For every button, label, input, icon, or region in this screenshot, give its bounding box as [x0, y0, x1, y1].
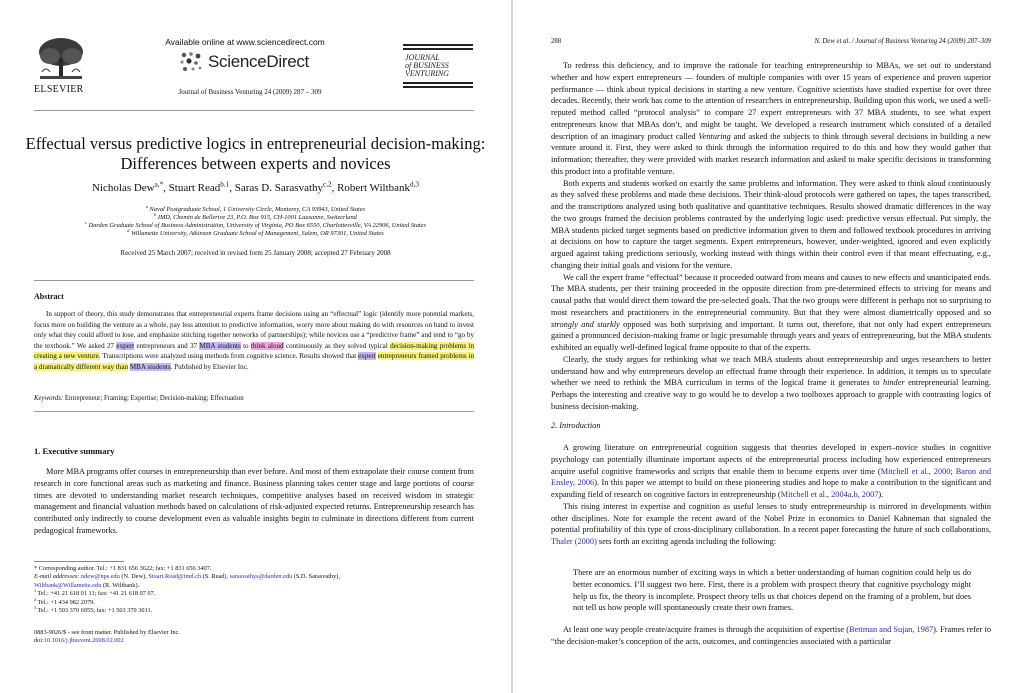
citation-link[interactable]: Bettman and Sujan, 1987: [849, 625, 934, 634]
running-head: N. Dew et al. / Journal of Business Venturing 24 (2009) 287–309: [814, 38, 991, 45]
doi-link[interactable]: 10.1016/j.jbusvent.2008.02.002: [43, 637, 124, 645]
footnotes: [34, 565, 474, 615]
highlight-think-aloud[interactable]: think aloud: [250, 341, 284, 350]
citation-link[interactable]: Mitchell et al., 2004a,b, 2007: [780, 490, 879, 499]
highlight-mba-students[interactable]: MBA students: [199, 341, 241, 350]
citation-link[interactable]: Mitchell et al., 2000: [880, 466, 951, 476]
affiliation: $^d$ Willamette University, Atkinson Graduate School of Management, Salem, OR 97301, United States: [127, 227, 384, 237]
author-mark: b,1: [220, 180, 230, 189]
sciencedirect-wordmark: ScienceDirect: [208, 52, 309, 71]
email-link[interactable]: Stuart.Read@imd.ch: [148, 573, 202, 581]
keywords: Keywords: Entrepreneur; Framing; Expertise; Decision-making; Effectuation: [34, 395, 244, 402]
footnote-emails: Wiltbank@Willamette.edu (R. Wiltbank).: [34, 581, 140, 589]
author-name: Saras D. Sarasvathy: [234, 182, 324, 194]
author-list: Nicholas Dew$^{a,*}$, Stuart Read$^{b,1}$, Saras D. Sarasvathy$^{c,2}$, Robert Wiltbank$^{d,3}$: [92, 180, 419, 194]
author-name: Stuart Read: [168, 182, 221, 194]
abstract-bottom-rule: [34, 411, 474, 412]
paragraph: Both experts and students worked on exactly the same problems and information. They were asked to think aloud continuously as they solved these problems and made these decisions. Their think-aloud protocols were gathered on tapes, the tapes transcribed, and the transcriptions analyzed using both qualitative and quantitative techniques. Results showed dramatic differences in the way the two groups framed the decision problems contrasted by the underlying logic used: predictive versus effectual. Put simply, the MBA students picked target segments based on predictive information given to them and followed textbook procedures in arriving at decisions on how to capture the target segments. Expert entrepreneurs, however, under-weighted, ignored and even explicitly argued against taking predictions seriously, working instead with things within their control even if that meant effectuating, e.g., changing their initial goals and visions for the venture.: [551, 178, 991, 270]
received-dates: Received 25 March 2007; received in revised form 25 January 2008; accepted 27 February 2008: [120, 249, 391, 257]
author-name: Robert Wiltbank: [337, 182, 411, 194]
footnote-emails: E-mail addresses: ndew@nps.edu (N. Dew), Stuart.Read@imd.ch (S. Read), sarasvathys@darden.edu (S.D. Sarasvathy),: [34, 573, 340, 581]
email-link[interactable]: sarasvathys@darden.edu: [229, 573, 293, 581]
affiliation: $^a$ Naval Postgraduate School, 1 University Circle, Monterey, CA 93943, United States: [145, 203, 366, 213]
citation-link[interactable]: Baron and Ensley, 2006: [551, 466, 991, 488]
author-name: Nicholas Dew: [92, 182, 155, 194]
section-heading: 1. Executive summary: [34, 446, 115, 456]
journal-logo-line: of BUSINESS: [405, 61, 449, 70]
affiliation-mark: a: [145, 203, 148, 209]
available-online-text: Available online at www.sciencedirect.com: [165, 37, 325, 47]
journal-logo: [403, 44, 473, 88]
article-title-line: Effectual versus predictive logics in entrepreneurial decision-making:: [25, 134, 486, 153]
footnote-rule: [34, 561, 124, 562]
front-matter: [34, 629, 474, 646]
highlight-decision-making[interactable]: decision-making problems in creating a new venture: [34, 341, 474, 360]
highlight-expert[interactable]: expert: [358, 352, 376, 360]
author-mark: a,*: [154, 180, 164, 189]
highlight-framed-problems[interactable]: entrepreneurs framed problems in a dramatically different way than: [34, 352, 474, 371]
doi-line: doi:10.1016/j.jbusvent.2008.02.002: [34, 637, 124, 645]
journal-citation: Journal of Business Venturing 24 (2009) 287 – 309: [178, 88, 322, 96]
section-heading: 2. Introduction: [551, 421, 601, 430]
section-body: More MBA programs offer courses in entrepreneurship than ever before. And most of them extrapolate their course content from research in core functional areas such as marketing and finance. Business planning takes center stage and large portions of course times are devoted to understanding market research techniques, competitive analyses based on received wisdom in strategic management and financial valuation methods based on calculations of risk-adjusted expected returns. Entrepreneurship research has contributed only indirectly to course development even as valuable insights begin to culminate in directions different from current pedagogical frameworks.: [34, 467, 474, 535]
body-text: [551, 60, 991, 413]
left-page: [0, 0, 511, 693]
page-number: 288: [551, 38, 562, 45]
email-link[interactable]: ndew@nps.edu: [81, 573, 120, 581]
highlight-expert[interactable]: expert: [116, 341, 135, 350]
affiliation-mark: d: [127, 227, 130, 233]
keywords-label: Keywords:: [34, 395, 64, 402]
footnote: $^2$ Tel.: +1 434 982 2079.: [34, 596, 95, 606]
affiliation-mark: b: [154, 211, 157, 217]
paragraph: Clearly, the study argues for rethinking what we teach MBA students about entrepreneurship and urges researchers to better understand how and why entrepreneurs develop an effectual frame through their experience. In addition, it tempts us to speculate whether we need to rethink the MBA curriculum in terms of the logical frame it generates to hinder entrepreneurial learning. Perhaps the interesting and creative way to go would be to develop a two toolboxes approach to grapple with contrasting logics of business decision-making.: [551, 354, 992, 411]
affiliation-mark: c: [84, 219, 87, 225]
sciencedirect-logo: [178, 50, 318, 74]
paragraph: This rising interest in expertise and cognition as useful lenses to study entrepreneurship is mirrored in developments within other disciplines. Note for example the recent award of the Nobel Prize in economics to Daniel Kahneman that signaled the potential profitability of this type of cross-disciplinary collaboration. In a recent paper forecasting the future of such collaborations, Thaler (2000) sets forth an exciting agenda including the following:: [551, 501, 991, 546]
affiliation: $^b$ IMD, Chemin de Bellerive 23, P.O. Box 915, CH-1001 Lausanne, Switzerland: [154, 211, 357, 221]
body-text: [551, 624, 991, 648]
publisher-name: ELSEVIER: [34, 84, 84, 95]
paragraph: A growing literature on entrepreneurial cognition suggests that theories developed in expert–novice studies in cognitive psychology can potentially illuminate important aspects of the entrepreneurial process including how experienced entrepreneurs acquire useful cognitive frameworks and scripts that enable them to become experts over time (Mitchell et al., 2000; Baron and Ensley, 2006). In this paper we attempt to build on these pioneering studies and hope to make a contribution to the significant and expanding field of research on cognitive factors in entrepreneurship (Mitchell et al., 2004a,b, 2007).: [551, 443, 991, 499]
article-title-line: Differences between experts and novices: [120, 154, 391, 173]
author-mark: c,2: [323, 180, 332, 189]
footnote: $^1$ Tel.: +41 21 618 01 11; fax: +41 21 618 07 07.: [34, 588, 156, 598]
block-quote: There are an enormous number of exciting ways in which a better understanding of human cognition could help us do better economics. I’ll suggest two here. First, there is a problem with prospect theory that cognitive psychology might help us fix, the theory is incomplete. Prospect theory tells us that choices depend on the framing of a problem, but does not tell us how people will spontaneously create their own frames.: [573, 568, 971, 613]
body-text: [551, 442, 991, 548]
sciencedirect-dots-icon: [178, 50, 204, 74]
paragraph: We call the expert frame “effectual” because it proceeded outward from means and causes to new effects and unanticipated ends. The MBA students, per their training proceeded in the opposite direction from pre-determined effects to striving for means and causal paths that would direct them toward the pre-selected goals. That the two groups were different is perhaps not so surprising to most researchers and practitioners in the entrepreneurial community. But that they were almost diametrically opposed and so strongly and starkly opposed was both surprising and important. It turns out, therefore, that not only had expert entrepreneurs gained a pronounced decision-making frame or logic presumable through years and years of entrepreneuring, but the MBA students exhibited an equally well-defined logical frame opposite to that of the experts.: [551, 272, 991, 352]
abstract-top-rule: [34, 280, 474, 281]
footnote: $^3$ Tel.: +1 503 370 6955; fax: +1 503 370 3011.: [34, 604, 153, 615]
citation-link[interactable]: Thaler (2000): [551, 537, 597, 546]
email-link[interactable]: Wiltbank@Willamette.edu: [34, 581, 102, 589]
article-title: [20, 134, 491, 174]
paragraph: To redress this deficiency, and to improve the rationale for teaching entrepreneurship to MBAs, we set out to understand whether and how expert entrepreneurs — founders of multiple companies with over 15 years of experience and proven superior performance — think about typical decisions in starting a new venture. Cognitive scientists have studied expertise for over three decades. Recently, their work has come to the attention of researchers in entrepreneurship. Building upon this work, we used a well-reputed method called “protocol analysis” to compare 27 expert entrepreneurs with 37 MBA students, to see what expert entrepreneurs know that MBAs don’t, and might be taught. We developed a research instrument which consisted of a detailed description of an imaginary product called Venturing and asked the subjects to think through several decisions in building a new venture around it. First, they were asked to think through the information required to do this and how they would gather that information; thereafter, they were provided with market research information and asked to make specific decisions in transforming this product into a profitable venture.: [551, 61, 991, 176]
paragraph: At least one way people create/acquire frames is through the acquisition of expertise (Bettman and Sujan, 1987). Frames refer to “the decision-maker’s conception of the acts, outcomes, and contingencies associated with a particular: [551, 625, 991, 646]
header-rule: [34, 110, 474, 111]
abstract-heading: Abstract: [34, 292, 64, 301]
highlight-mba-students[interactable]: MBA students: [129, 362, 171, 371]
footnote: * Corresponding author. Tel.: +1 831 656 3622; fax: +1 831 656 3407.: [34, 565, 212, 572]
author-mark: d,3: [410, 180, 419, 189]
affiliation: $^c$ Darden Graduate School of Business Administration, University of Virginia, PO Box 6550, Charlottesville, VA 22906, United States: [84, 219, 427, 229]
journal-logo-line: VENTURING: [405, 69, 449, 78]
copyright-line: 0883-9026/$ - see front matter. Published by Elsevier Inc.: [34, 629, 180, 636]
affiliations: [20, 203, 491, 238]
journal-logo-line: JOURNAL: [405, 53, 440, 62]
abstract-text: In support of theory, this study demonstrates that entrepreneurial experts frame decisions using an “effectual” logic (identify more potential markets, focus more on building the venture as a whole, pay less attention to predictive information, worry more about making do with resources on hand to invest only what they could afford to lose, and emphasize stitching together networks of partnerships); while novices use a “predictive frame” and tend to “go by the textbook.” We asked 27 expert entrepreneurs and 37 MBA students to think aloud continuously as they solved typical decision-making problems in creating a new venture. Transcriptions were analyzed using methods from cognitive science. Results showed that expert entrepreneurs framed problems in a dramatically different way than MBA students. Published by Elsevier Inc.: [34, 310, 474, 371]
right-page: [513, 0, 1024, 693]
